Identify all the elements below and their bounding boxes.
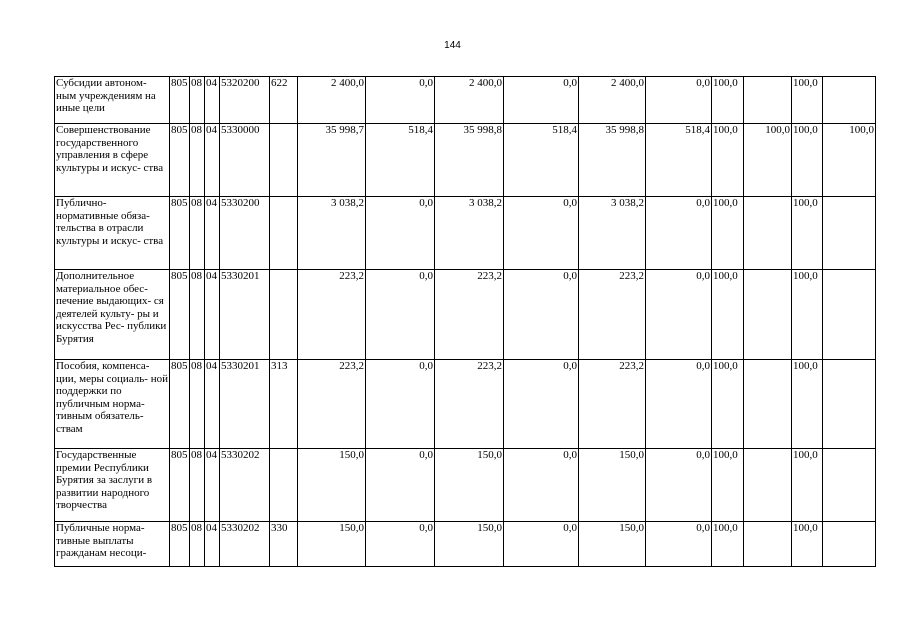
col-pct-plan-total: 100,0 bbox=[712, 124, 744, 197]
col-plan-total: 2 400,0 bbox=[298, 77, 366, 124]
col-plan-total: 223,2 bbox=[298, 360, 366, 449]
col-expense-type bbox=[270, 270, 298, 360]
col-refined-total: 223,2 bbox=[435, 270, 504, 360]
col-expense-type: 330 bbox=[270, 522, 298, 567]
table-row bbox=[55, 449, 876, 522]
col-pct-refined-federal bbox=[823, 449, 876, 522]
col-executed-federal: 0,0 bbox=[646, 449, 712, 522]
col-executed-federal: 518,4 bbox=[646, 124, 712, 197]
col-refined-federal: 0,0 bbox=[504, 77, 579, 124]
col-podrazdel: 04 bbox=[205, 449, 220, 522]
col-podrazdel: 04 bbox=[205, 360, 220, 449]
page-number: 144 bbox=[444, 40, 461, 51]
col-expense-type: 622 bbox=[270, 77, 298, 124]
col-podrazdel: 04 bbox=[205, 197, 220, 270]
col-pct-plan-total: 100,0 bbox=[712, 522, 744, 567]
col-pct-refined-federal bbox=[823, 77, 876, 124]
col-pct-plan-total: 100,0 bbox=[712, 449, 744, 522]
col-executed-total: 35 998,8 bbox=[579, 124, 646, 197]
col-executed-federal: 0,0 bbox=[646, 270, 712, 360]
col-pct-plan-federal bbox=[744, 77, 792, 124]
col-pct-plan-federal: 100,0 bbox=[744, 124, 792, 197]
col-pct-plan-total: 100,0 bbox=[712, 77, 744, 124]
col-grbs: 805 bbox=[170, 449, 190, 522]
col-plan-total: 150,0 bbox=[298, 522, 366, 567]
table-row bbox=[55, 197, 876, 270]
col-target-article: 5330202 bbox=[220, 522, 270, 567]
col-podrazdel: 04 bbox=[205, 522, 220, 567]
col-pct-refined-total: 100,0 bbox=[792, 197, 823, 270]
col-pct-refined-total: 100,0 bbox=[792, 77, 823, 124]
col-refined-total: 3 038,2 bbox=[435, 197, 504, 270]
col-grbs: 805 bbox=[170, 522, 190, 567]
col-pct-refined-federal bbox=[823, 197, 876, 270]
col-refined-federal: 0,0 bbox=[504, 270, 579, 360]
col-refined-federal: 0,0 bbox=[504, 197, 579, 270]
col-pct-refined-federal bbox=[823, 270, 876, 360]
col-executed-federal: 0,0 bbox=[646, 77, 712, 124]
col-pct-plan-total: 100,0 bbox=[712, 270, 744, 360]
col-razdel: 08 bbox=[190, 449, 205, 522]
col-plan-federal: 518,4 bbox=[366, 124, 435, 197]
col-pct-refined-federal bbox=[823, 522, 876, 567]
col-refined-total: 223,2 bbox=[435, 360, 504, 449]
col-pct-refined-total: 100,0 bbox=[792, 360, 823, 449]
col-pct-plan-federal bbox=[744, 197, 792, 270]
col-plan-total: 35 998,7 bbox=[298, 124, 366, 197]
col-refined-total: 150,0 bbox=[435, 449, 504, 522]
col-target-article: 5330200 bbox=[220, 197, 270, 270]
table-row bbox=[55, 522, 876, 567]
col-plan-total: 3 038,2 bbox=[298, 197, 366, 270]
col-razdel: 08 bbox=[190, 197, 205, 270]
col-target-article: 5330201 bbox=[220, 360, 270, 449]
col-target-article: 5330000 bbox=[220, 124, 270, 197]
col-podrazdel: 04 bbox=[205, 270, 220, 360]
col-razdel: 08 bbox=[190, 124, 205, 197]
col-grbs: 805 bbox=[170, 360, 190, 449]
col-executed-total: 223,2 bbox=[579, 360, 646, 449]
col-plan-federal: 0,0 bbox=[366, 449, 435, 522]
col-executed-total: 150,0 bbox=[579, 449, 646, 522]
col-plan-total: 223,2 bbox=[298, 270, 366, 360]
col-grbs: 805 bbox=[170, 77, 190, 124]
col-grbs: 805 bbox=[170, 270, 190, 360]
col-podrazdel: 04 bbox=[205, 77, 220, 124]
col-razdel: 08 bbox=[190, 270, 205, 360]
col-expense-type bbox=[270, 197, 298, 270]
col-refined-federal: 0,0 bbox=[504, 360, 579, 449]
col-expense-type: 313 bbox=[270, 360, 298, 449]
col-pct-plan-federal bbox=[744, 270, 792, 360]
col-refined-total: 35 998,8 bbox=[435, 124, 504, 197]
col-pct-plan-total: 100,0 bbox=[712, 360, 744, 449]
col-target-article: 5330201 bbox=[220, 270, 270, 360]
row-name: Субсидии автоном- ным учреждениям на иные цели bbox=[55, 77, 170, 124]
table-row bbox=[55, 77, 876, 124]
col-grbs: 805 bbox=[170, 124, 190, 197]
col-plan-federal: 0,0 bbox=[366, 197, 435, 270]
col-executed-federal: 0,0 bbox=[646, 197, 712, 270]
col-executed-total: 150,0 bbox=[579, 522, 646, 567]
col-refined-federal: 0,0 bbox=[504, 449, 579, 522]
col-pct-plan-federal bbox=[744, 522, 792, 567]
col-expense-type bbox=[270, 124, 298, 197]
row-name: Публичные норма- тивные выплаты гражданам несоци- bbox=[55, 522, 170, 567]
col-executed-total: 223,2 bbox=[579, 270, 646, 360]
col-executed-total: 2 400,0 bbox=[579, 77, 646, 124]
col-refined-federal: 518,4 bbox=[504, 124, 579, 197]
col-target-article: 5320200 bbox=[220, 77, 270, 124]
col-refined-total: 2 400,0 bbox=[435, 77, 504, 124]
row-name: Совершенствование государственного управления в сфере культуры и искус- ства bbox=[55, 124, 170, 197]
col-grbs: 805 bbox=[170, 197, 190, 270]
table-row bbox=[55, 124, 876, 197]
col-pct-plan-total: 100,0 bbox=[712, 197, 744, 270]
table-row bbox=[55, 270, 876, 360]
col-plan-federal: 0,0 bbox=[366, 522, 435, 567]
col-razdel: 08 bbox=[190, 522, 205, 567]
budget-table bbox=[54, 76, 876, 567]
row-name: Государственные премии Республики Бурятия за заслуги в развитии народного творчества bbox=[55, 449, 170, 522]
col-pct-plan-federal bbox=[744, 360, 792, 449]
row-name: Дополнительное материальное обес- печение выдающих- ся деятелей культу- ры и искусства Рес- публики Бурятия bbox=[55, 270, 170, 360]
col-razdel: 08 bbox=[190, 360, 205, 449]
col-plan-total: 150,0 bbox=[298, 449, 366, 522]
col-pct-refined-total: 100,0 bbox=[792, 449, 823, 522]
col-pct-refined-federal bbox=[823, 360, 876, 449]
col-refined-total: 150,0 bbox=[435, 522, 504, 567]
col-pct-refined-total: 100,0 bbox=[792, 270, 823, 360]
col-plan-federal: 0,0 bbox=[366, 77, 435, 124]
col-executed-federal: 0,0 bbox=[646, 360, 712, 449]
col-plan-federal: 0,0 bbox=[366, 360, 435, 449]
col-pct-refined-federal: 100,0 bbox=[823, 124, 876, 197]
row-name: Пособия, компенса- ции, меры социаль- ной поддержки по публичным норма- тивным обязатель- ствам bbox=[55, 360, 170, 449]
col-expense-type bbox=[270, 449, 298, 522]
col-executed-total: 3 038,2 bbox=[579, 197, 646, 270]
col-pct-refined-total: 100,0 bbox=[792, 124, 823, 197]
col-podrazdel: 04 bbox=[205, 124, 220, 197]
table-row bbox=[55, 360, 876, 449]
row-name: Публично- нормативные обяза- тельства в отрасли культуры и искус- ства bbox=[55, 197, 170, 270]
col-pct-plan-federal bbox=[744, 449, 792, 522]
col-executed-federal: 0,0 bbox=[646, 522, 712, 567]
col-target-article: 5330202 bbox=[220, 449, 270, 522]
col-razdel: 08 bbox=[190, 77, 205, 124]
col-plan-federal: 0,0 bbox=[366, 270, 435, 360]
col-pct-refined-total: 100,0 bbox=[792, 522, 823, 567]
col-refined-federal: 0,0 bbox=[504, 522, 579, 567]
